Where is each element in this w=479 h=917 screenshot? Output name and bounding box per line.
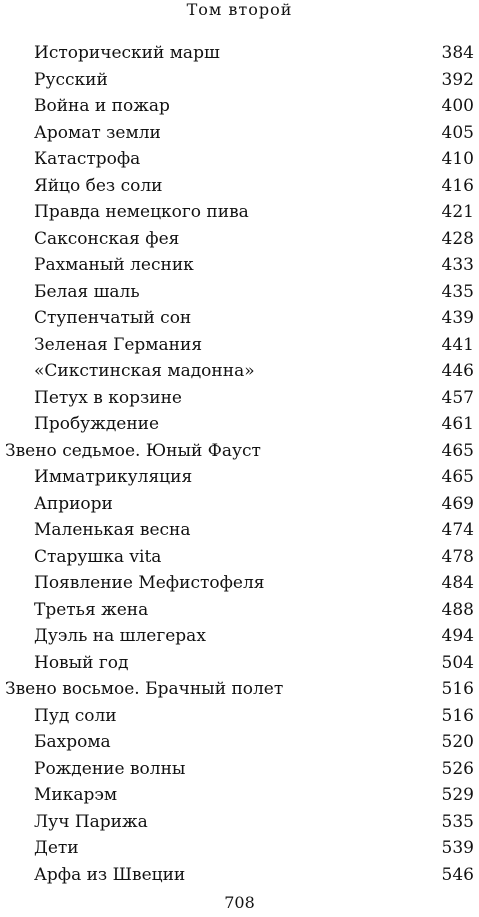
toc-entry-page: 529 (438, 782, 474, 809)
toc-entry-title: Рождение волны (34, 756, 189, 783)
toc-entry (0, 120, 479, 147)
toc-entry-title: Дуэль на шлегерах (34, 623, 210, 650)
toc-entry-title: Русский (34, 67, 112, 94)
toc-entry-page: 474 (438, 517, 474, 544)
toc-entry (0, 491, 479, 518)
toc-entry (0, 835, 479, 862)
toc-entry-page: 416 (438, 173, 474, 200)
toc-entry-page: 410 (438, 146, 474, 173)
toc-entry-title: Априори (34, 491, 117, 518)
toc-entry (0, 544, 479, 571)
toc-entry-title: Катастрофа (34, 146, 144, 173)
toc-entry-page: 516 (438, 676, 474, 703)
toc-entry (0, 40, 479, 67)
table-of-contents (0, 40, 479, 888)
toc-entry-page: 392 (438, 67, 474, 94)
toc-entry-page: 516 (438, 703, 474, 730)
toc-entry-title: Микарэм (34, 782, 121, 809)
toc-entry-title: Имматрикуляция (34, 464, 196, 491)
toc-entry (0, 411, 479, 438)
toc-entry-page: 484 (438, 570, 474, 597)
toc-entry (0, 385, 479, 412)
toc-entry-title: Пуд соли (34, 703, 121, 730)
toc-entry-title: Белая шаль (34, 279, 144, 306)
toc-entry (0, 199, 479, 226)
toc-entry (0, 67, 479, 94)
toc-entry (0, 597, 479, 624)
toc-entry (0, 332, 479, 359)
toc-entry-title: Петух в корзине (34, 385, 186, 412)
toc-entry (0, 279, 479, 306)
toc-entry-title: Звено восьмое. Брачный полет (5, 676, 287, 703)
toc-entry-page: 400 (438, 93, 474, 120)
toc-entry-title: Маленькая весна (34, 517, 195, 544)
toc-entry-title: Новый год (34, 650, 133, 677)
toc-entry (0, 809, 479, 836)
toc-entry-title: Арфа из Швеции (34, 862, 189, 889)
toc-entry (0, 517, 479, 544)
toc-entry-page: 421 (438, 199, 474, 226)
toc-entry-title: Ступенчатый сон (34, 305, 195, 332)
toc-entry (0, 252, 479, 279)
toc-entry-page: 539 (438, 835, 474, 862)
toc-entry-page: 384 (438, 40, 474, 67)
toc-entry (0, 782, 479, 809)
toc-entry-page: 465 (438, 464, 474, 491)
toc-entry-page: 428 (438, 226, 474, 253)
toc-entry-title: Яйцо без соли (34, 173, 167, 200)
toc-section-heading (0, 438, 479, 465)
toc-entry-page: 478 (438, 544, 474, 571)
toc-entry-page: 504 (438, 650, 474, 677)
toc-entry (0, 226, 479, 253)
toc-entry-page: 435 (438, 279, 474, 306)
toc-entry-title: Аромат земли (34, 120, 165, 147)
toc-entry-page: 520 (438, 729, 474, 756)
toc-entry (0, 93, 479, 120)
toc-entry-title: Рахманый лесник (34, 252, 198, 279)
toc-entry-title: Правда немецкого пива (34, 199, 253, 226)
toc-entry-page: 546 (438, 862, 474, 889)
toc-entry-page: 441 (438, 332, 474, 359)
toc-section-heading (0, 676, 479, 703)
toc-entry-page: 457 (438, 385, 474, 412)
toc-entry-title: Зеленая Германия (34, 332, 206, 359)
toc-entry (0, 623, 479, 650)
toc-entry-title: «Сикстинская мадонна» (34, 358, 259, 385)
toc-entry-title: Старушка vita (34, 544, 165, 571)
toc-entry (0, 358, 479, 385)
toc-entry-title: Луч Парижа (34, 809, 152, 836)
toc-entry (0, 305, 479, 332)
toc-entry-page: 488 (438, 597, 474, 624)
toc-entry (0, 862, 479, 889)
toc-entry-page: 433 (438, 252, 474, 279)
toc-entry-page: 446 (438, 358, 474, 385)
toc-entry-page: 469 (438, 491, 474, 518)
toc-entry-title: Звено седьмое. Юный Фауст (5, 438, 265, 465)
toc-entry (0, 756, 479, 783)
toc-entry (0, 173, 479, 200)
toc-entry-title: Дети (34, 835, 83, 862)
toc-entry-page: 439 (438, 305, 474, 332)
toc-entry-title: Война и пожар (34, 93, 174, 120)
toc-entry-title: Саксонская фея (34, 226, 183, 253)
toc-entry (0, 464, 479, 491)
toc-entry (0, 650, 479, 677)
toc-entry-page: 405 (438, 120, 474, 147)
toc-entry-title: Бахрома (34, 729, 115, 756)
toc-entry-title: Пробуждение (34, 411, 163, 438)
toc-entry (0, 703, 479, 730)
toc-entry-page: 535 (438, 809, 474, 836)
toc-entry-title: Третья жена (34, 597, 152, 624)
toc-entry-title: Исторический марш (34, 40, 224, 67)
toc-entry-page: 526 (438, 756, 474, 783)
toc-entry (0, 146, 479, 173)
toc-entry-page: 461 (438, 411, 474, 438)
toc-entry-title: Появление Мефистофеля (34, 570, 269, 597)
page-number: 708 (224, 893, 255, 912)
toc-entry-page: 465 (438, 438, 474, 465)
running-header: Том второй (186, 0, 293, 19)
toc-entry (0, 729, 479, 756)
toc-entry (0, 570, 479, 597)
toc-entry-page: 494 (438, 623, 474, 650)
